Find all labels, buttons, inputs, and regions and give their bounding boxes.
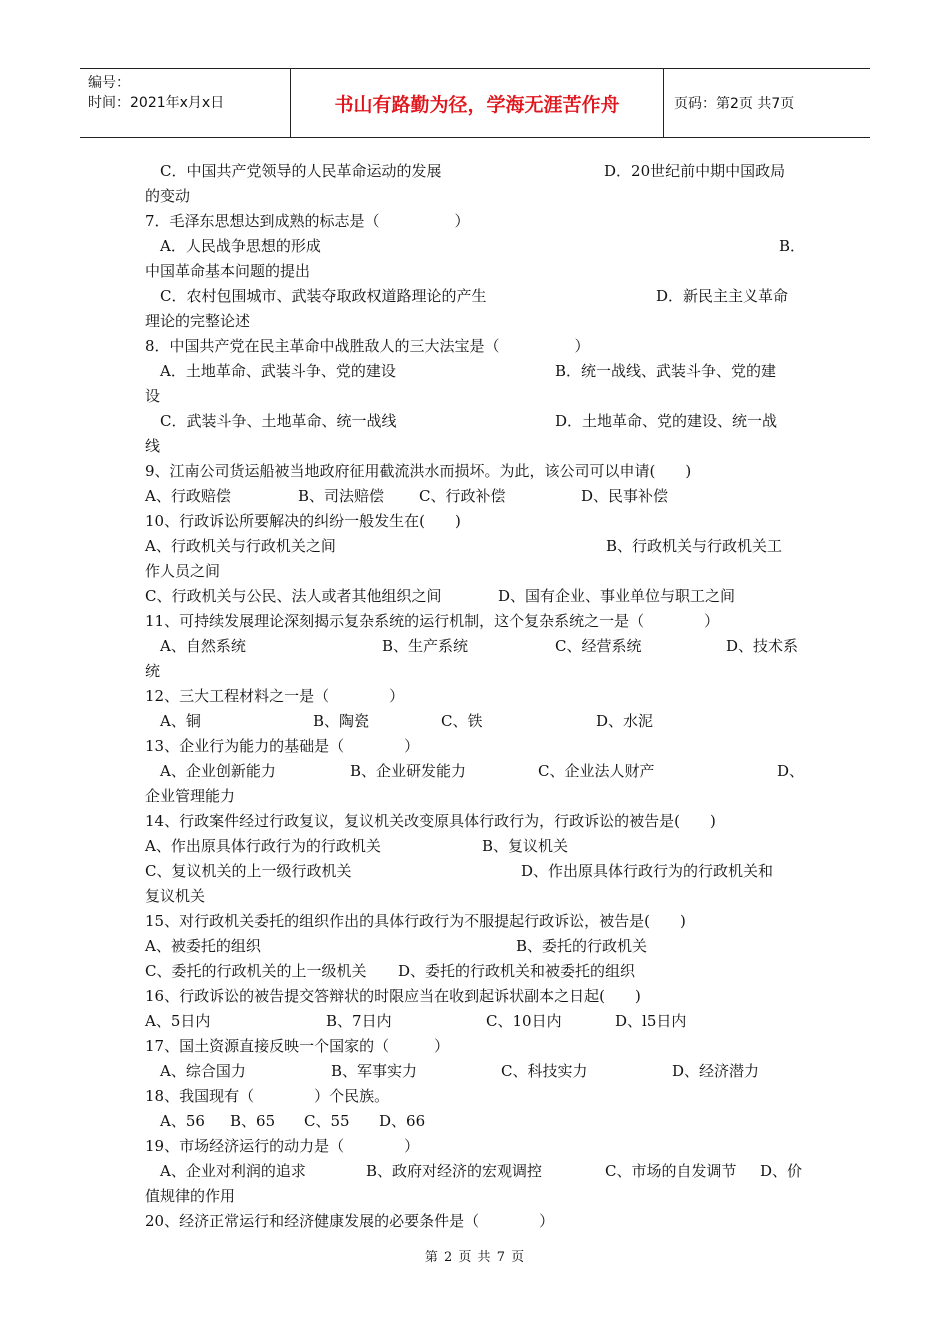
text-line: [145, 1109, 810, 1134]
text-line: [145, 634, 810, 659]
text-line: [145, 959, 810, 984]
question-body: [145, 159, 810, 1234]
text-line: [145, 1184, 810, 1209]
text-line: [145, 259, 810, 284]
text-segment: A、自然系统: [160, 637, 246, 655]
text-line: [145, 1084, 810, 1109]
text-segment: B、65: [230, 1112, 276, 1130]
text-segment: B、企业研发能力: [350, 762, 467, 780]
text-line: [145, 234, 810, 259]
text-segment: A．土地革命、武装斗争、党的建设: [160, 362, 396, 380]
text-segment: C、行政补偿: [419, 487, 506, 505]
text-line: [145, 534, 810, 559]
text-line: [145, 434, 810, 459]
text-segment: 16、行政诉讼的被告提交答辩状的时限应当在收到起诉状副本之日起( ): [145, 987, 641, 1005]
text-segment: B、7日内: [326, 1012, 392, 1030]
text-segment: 9、江南公司货运船被当地政府征用截流洪水而损坏。为此，该公司可以申请( ): [145, 462, 692, 480]
text-segment: B、政府对经济的宏观调控: [366, 1162, 543, 1180]
text-line: [145, 984, 810, 1009]
text-segment: 企业管理能力: [145, 787, 236, 805]
text-segment: D、水泥: [596, 712, 654, 730]
header-meta: [80, 69, 291, 137]
text-segment: 15、对行政机关委托的组织作出的具体行政行为不服提起行政诉讼，被告是( ): [145, 912, 686, 930]
text-segment: D．土地革命、党的建设、统一战: [555, 412, 778, 430]
text-segment: 12、三大工程材料之一是（ ）: [145, 687, 405, 705]
text-line: [145, 884, 810, 909]
text-line: [145, 934, 810, 959]
text-segment: C、55: [304, 1112, 350, 1130]
text-line: [145, 1134, 810, 1159]
page-footer: 第 2 页 共 7 页: [424, 1250, 526, 1265]
text-segment: 值规律的作用: [145, 1187, 236, 1205]
text-line: [145, 459, 810, 484]
text-segment: 10、行政诉讼所要解决的纠纷一般发生在( ): [145, 512, 461, 530]
text-segment: A、56: [160, 1112, 205, 1130]
text-segment: D、民事补偿: [581, 487, 669, 505]
text-segment: C、科技实力: [501, 1062, 588, 1080]
text-segment: A、铜: [160, 712, 201, 730]
text-segment: 的变动: [145, 187, 191, 205]
text-segment: B、陶瓷: [313, 712, 370, 730]
text-line: [145, 759, 810, 784]
text-line: [145, 184, 810, 209]
text-segment: B、司法赔偿: [298, 487, 385, 505]
text-segment: B．: [779, 237, 806, 255]
text-segment: A、行政赔偿: [145, 487, 231, 505]
text-line: [145, 209, 810, 234]
text-line: [145, 859, 810, 884]
text-segment: C、经营系统: [555, 637, 642, 655]
text-segment: 20、经济正常运行和经济健康发展的必要条件是（ ）: [145, 1212, 555, 1230]
text-line: [145, 584, 810, 609]
text-line: [145, 684, 810, 709]
text-segment: D、价: [760, 1162, 803, 1180]
text-segment: C、铁: [441, 712, 483, 730]
text-segment: B、复议机关: [482, 837, 569, 855]
text-segment: C．农村包围城市、武装夺取政权道路理论的产生: [160, 287, 487, 305]
text-segment: D．20世纪前中期中国政局: [604, 162, 786, 180]
text-line: [145, 1209, 810, 1234]
text-line: [145, 509, 810, 534]
text-segment: 设: [145, 387, 161, 405]
text-segment: A、被委托的组织: [145, 937, 261, 955]
text-segment: A、5日内: [145, 1012, 211, 1030]
text-line: [145, 784, 810, 809]
text-segment: 线: [145, 437, 161, 455]
text-segment: A、企业对利润的追求: [160, 1162, 306, 1180]
text-segment: C．武装斗争、土地革命、统一战线: [160, 412, 397, 430]
text-line: [145, 734, 810, 759]
text-segment: C、复议机关的上一级行政机关: [145, 862, 352, 880]
text-segment: D、技术系: [726, 637, 799, 655]
text-line: [145, 809, 810, 834]
header-motto: 书山有路勤为径，学海无涯苦作舟: [291, 69, 664, 137]
text-segment: 13、企业行为能力的基础是（ ）: [145, 737, 420, 755]
text-segment: 中国革命基本问题的提出: [145, 262, 311, 280]
text-segment: A、综合国力: [160, 1062, 246, 1080]
text-segment: D、委托的行政机关和被委托的组织: [398, 962, 636, 980]
text-segment: 17、国土资源直接反映一个国家的（ ）: [145, 1037, 450, 1055]
text-segment: 8．中国共产党在民主革命中战胜敌人的三大法宝是（ ）: [145, 337, 590, 355]
text-segment: C．中国共产党领导的人民革命运动的发展: [160, 162, 442, 180]
text-line: [145, 334, 810, 359]
text-segment: D．新民主主义革命: [656, 287, 789, 305]
text-line: [145, 559, 810, 584]
text-line: [145, 309, 810, 334]
text-segment: B、军事实力: [331, 1062, 418, 1080]
text-line: [145, 1009, 810, 1034]
text-segment: D、66: [379, 1112, 426, 1130]
text-segment: 理论的完整论述: [145, 312, 251, 330]
text-segment: C、委托的行政机关的上一级机关: [145, 962, 367, 980]
text-segment: B、生产系统: [382, 637, 469, 655]
text-segment: C、企业法人财产: [538, 762, 655, 780]
text-segment: C、10日内: [486, 1012, 562, 1030]
text-segment: B、行政机关与行政机关工: [606, 537, 783, 555]
text-segment: B、委托的行政机关: [516, 937, 648, 955]
text-line: [145, 909, 810, 934]
text-line: [145, 609, 810, 634]
text-segment: A、行政机关与行政机关之间: [145, 537, 336, 555]
text-segment: D、: [777, 762, 805, 780]
text-line: [145, 1034, 810, 1059]
text-segment: D、l5日内: [615, 1012, 687, 1030]
header-page-info: 页码：第2页 共7页: [674, 96, 795, 112]
text-segment: 作人员之间: [145, 562, 221, 580]
text-segment: D、经济潜力: [672, 1062, 760, 1080]
text-segment: 14、行政案件经过行政复议，复议机关改变原具体行政行为，行政诉讼的被告是( ): [145, 812, 716, 830]
text-segment: 7．毛泽东思想达到成熟的标志是（ ）: [145, 212, 470, 230]
text-segment: A．人民战争思想的形成: [160, 237, 321, 255]
text-line: [145, 834, 810, 859]
text-line: [145, 659, 810, 684]
text-segment: C、市场的自发调节: [605, 1162, 737, 1180]
text-line: [145, 484, 810, 509]
text-line: [145, 1059, 810, 1084]
text-segment: A、作出原具体行政行为的行政机关: [145, 837, 381, 855]
text-line: [145, 409, 810, 434]
text-segment: 11、可持续发展理论深刻揭示复杂系统的运行机制，这个复杂系统之一是（ ）: [145, 612, 720, 630]
text-line: [145, 359, 810, 384]
text-segment: D、作出原具体行政行为的行政机关和: [521, 862, 774, 880]
text-segment: 18、我国现有（ ）个民族。: [145, 1087, 390, 1105]
text-line: [145, 159, 810, 184]
text-segment: 复议机关: [145, 887, 206, 905]
text-segment: 统: [145, 662, 161, 680]
text-segment: A、企业创新能力: [160, 762, 276, 780]
text-line: [145, 384, 810, 409]
text-line: [145, 709, 810, 734]
doc-number-label: 编号：: [88, 75, 130, 91]
text-segment: C、行政机关与公民、法人或者其他组织之间: [145, 587, 442, 605]
text-segment: B．统一战线、武装斗争、党的建: [555, 362, 777, 380]
text-segment: D、国有企业、事业单位与职工之间: [498, 587, 736, 605]
doc-date-label: 时间：2021年x月x日: [88, 95, 225, 111]
text-line: [145, 1159, 810, 1184]
page-header: [80, 68, 870, 138]
text-line: [145, 284, 810, 309]
text-segment: 19、市场经济运行的动力是（ ）: [145, 1137, 420, 1155]
